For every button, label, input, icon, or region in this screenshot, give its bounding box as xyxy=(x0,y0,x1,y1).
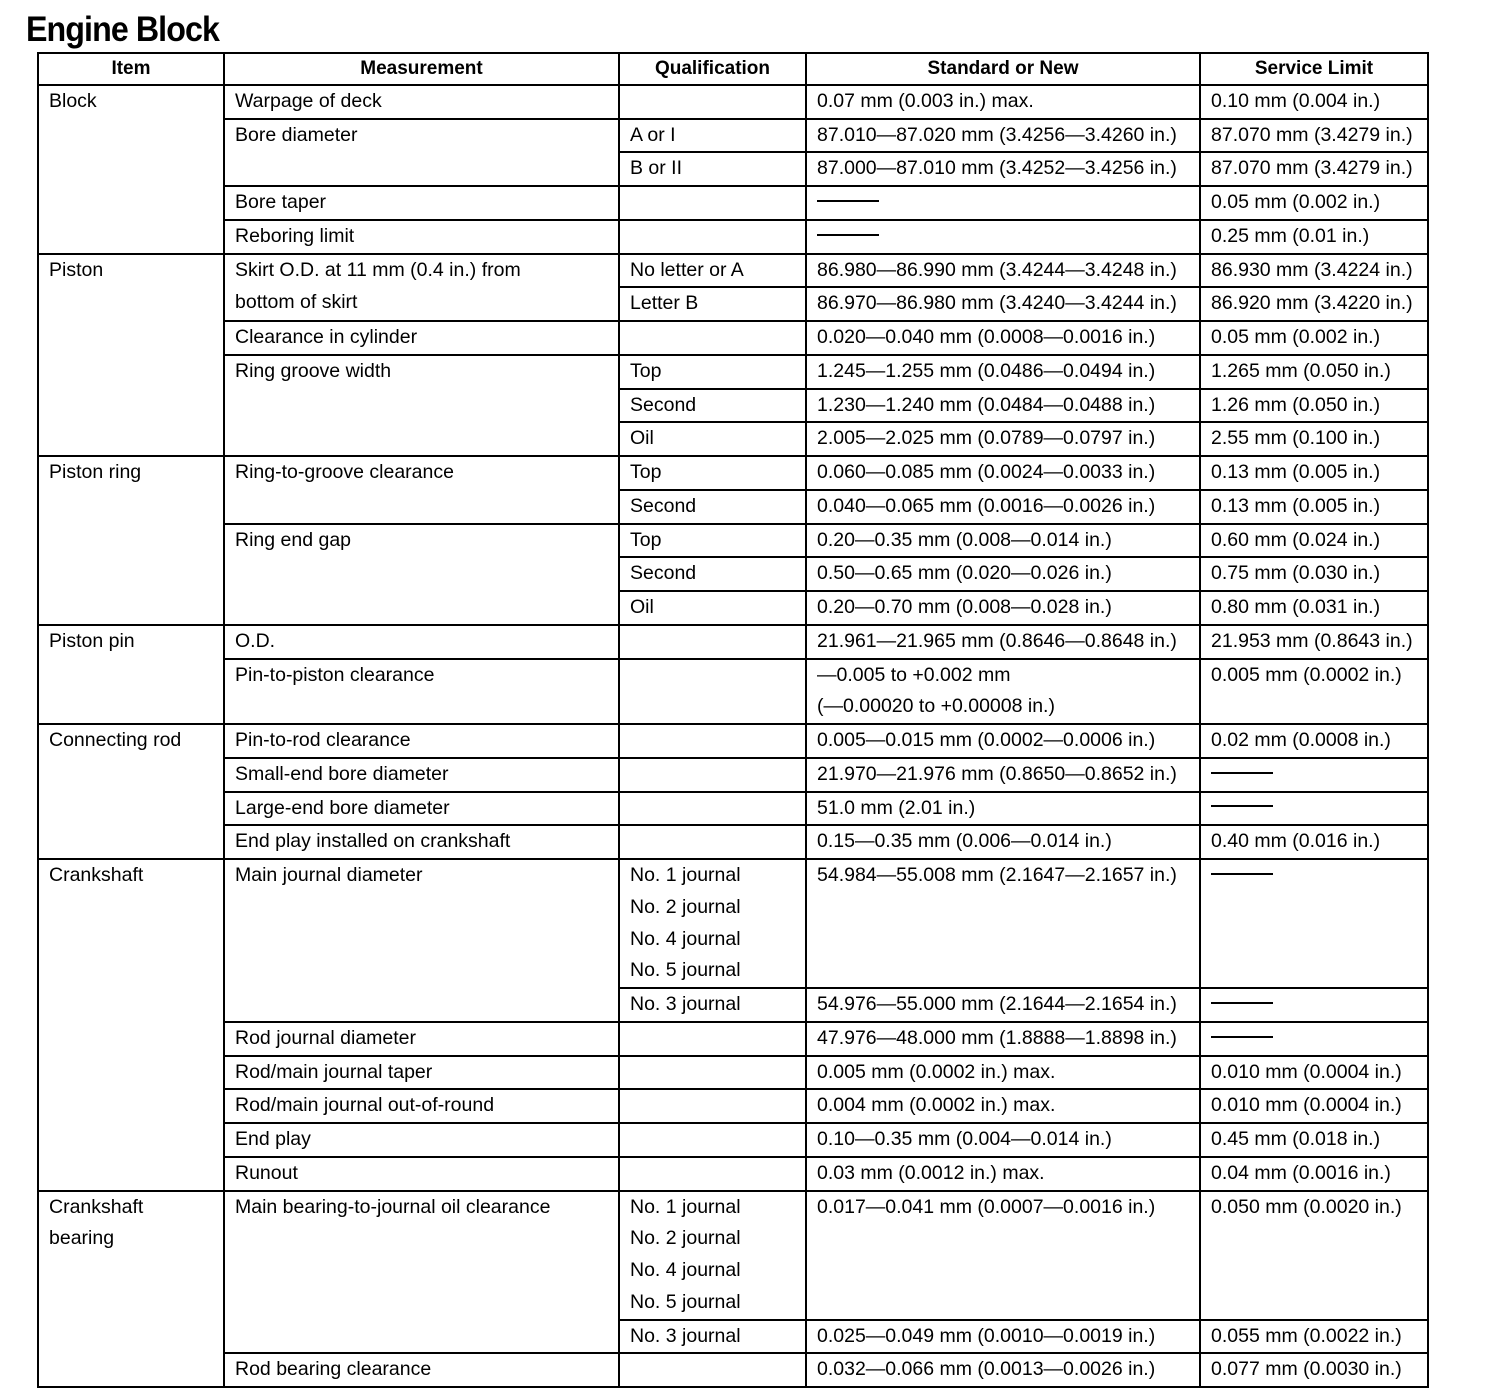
measurement-cell: Large-end bore diameter xyxy=(224,792,619,826)
limit-cell: 0.055 mm (0.0022 in.) xyxy=(1200,1320,1428,1354)
limit-cell: 0.02 mm (0.0008 in.) xyxy=(1200,724,1428,758)
limit-cell: 0.13 mm (0.005 in.) xyxy=(1200,456,1428,490)
standard-cell: 2.005—2.025 mm (0.0789—0.0797 in.) xyxy=(806,422,1200,456)
dash-line-icon xyxy=(817,234,879,236)
qualification-cell: A or I xyxy=(619,119,806,153)
journal-label: No. 2 journal xyxy=(630,895,741,918)
limit-cell: 0.05 mm (0.002 in.) xyxy=(1200,321,1428,355)
qualification-cell xyxy=(619,220,806,254)
header-row xyxy=(38,53,1428,85)
standard-cell: 54.976—55.000 mm (2.1644—2.1654 in.) xyxy=(806,988,1200,1022)
page-title: Engine Block xyxy=(26,10,219,49)
qualification-cell: Second xyxy=(619,490,806,524)
dash-line-icon xyxy=(1211,772,1273,774)
table-row xyxy=(38,321,1428,355)
item-line-2: bearing xyxy=(49,1227,115,1250)
standard-cell: 86.970—86.980 mm (3.4240—3.4244 in.) xyxy=(806,287,1200,321)
measurement-cell: Clearance in cylinder xyxy=(224,321,619,355)
table-row xyxy=(38,254,1428,288)
qualification-cell xyxy=(619,321,806,355)
table-row xyxy=(38,220,1428,254)
table-row xyxy=(38,186,1428,220)
limit-cell: 2.55 mm (0.100 in.) xyxy=(1200,422,1428,456)
qualification-cell: Second xyxy=(619,389,806,423)
dash-line-icon xyxy=(1211,805,1273,807)
limit-cell: 0.010 mm (0.0004 in.) xyxy=(1200,1056,1428,1090)
standard-cell: 0.50—0.65 mm (0.020—0.026 in.) xyxy=(806,557,1200,591)
measurement-cell: bottom of skirt xyxy=(224,287,619,321)
qualification-cell: Second xyxy=(619,557,806,591)
standard-cell: 0.15—0.35 mm (0.006—0.014 in.) xyxy=(806,825,1200,859)
table-row xyxy=(38,287,1428,321)
limit-cell: 0.75 mm (0.030 in.) xyxy=(1200,557,1428,591)
qualification-cell xyxy=(619,1056,806,1090)
table-row xyxy=(38,792,1428,826)
dash-line-icon xyxy=(1211,873,1273,875)
standard-cell: 0.005 mm (0.0002 in.) max. xyxy=(806,1056,1200,1090)
measurement-cell: Runout xyxy=(224,1157,619,1191)
limit-cell xyxy=(1200,988,1428,1022)
standard-cell: 0.020—0.040 mm (0.0008—0.0016 in.) xyxy=(806,321,1200,355)
measurement-cell: Reboring limit xyxy=(224,220,619,254)
standard-cell: 1.245—1.255 mm (0.0486—0.0494 in.) xyxy=(806,355,1200,389)
table-row xyxy=(38,1056,1428,1090)
item-line-1: Crankshaft xyxy=(49,1195,144,1218)
qualification-cell xyxy=(619,792,806,826)
limit-cell: 0.40 mm (0.016 in.) xyxy=(1200,825,1428,859)
measurement-cell: Pin-to-piston clearance xyxy=(224,659,619,725)
limit-cell: 1.265 mm (0.050 in.) xyxy=(1200,355,1428,389)
measurement-cell: Main bearing-to-journal oil clearance xyxy=(224,1191,619,1354)
qualification-cell: Oil xyxy=(619,422,806,456)
standard-cell: 51.0 mm (2.01 in.) xyxy=(806,792,1200,826)
table-row xyxy=(38,758,1428,792)
limit-cell: 21.953 mm (0.8643 in.) xyxy=(1200,625,1428,659)
limit-cell xyxy=(1200,792,1428,826)
journal-label: No. 1 journal xyxy=(630,1195,741,1218)
qualification-cell: Letter B xyxy=(619,287,806,321)
item-cell: Piston ring xyxy=(38,456,224,625)
header-standard: Standard or New xyxy=(806,53,1200,85)
table-row xyxy=(38,1157,1428,1191)
standard-cell: 54.984—55.008 mm (2.1647—2.1657 in.) xyxy=(806,859,1200,988)
qualification-cell xyxy=(619,1191,806,1320)
qualification-cell: No. 3 journal xyxy=(619,1320,806,1354)
table-row xyxy=(38,355,1428,389)
header-service-limit: Service Limit xyxy=(1200,53,1428,85)
limit-cell xyxy=(1200,758,1428,792)
measurement-cell: Pin-to-rod clearance xyxy=(224,724,619,758)
qualification-cell xyxy=(619,1022,806,1056)
table-row xyxy=(38,1191,1428,1223)
limit-cell: 0.05 mm (0.002 in.) xyxy=(1200,186,1428,220)
qualification-cell: Top xyxy=(619,524,806,558)
qualification-cell xyxy=(619,85,806,119)
measurement-cell: End play installed on crankshaft xyxy=(224,825,619,859)
qualification-cell xyxy=(619,825,806,859)
dash-line-icon xyxy=(817,200,879,202)
standard-cell: 87.010—87.020 mm (3.4256—3.4260 in.) xyxy=(806,119,1200,153)
standard-cell: 0.03 mm (0.0012 in.) max. xyxy=(806,1157,1200,1191)
standard-line-1: —0.005 to +0.002 mm xyxy=(817,663,1011,686)
limit-cell: 0.077 mm (0.0030 in.) xyxy=(1200,1353,1428,1387)
table-row xyxy=(38,659,1428,692)
measurement-cell: End play xyxy=(224,1123,619,1157)
dash-line-icon xyxy=(1211,1002,1273,1004)
item-cell: Piston xyxy=(38,254,224,457)
item-cell: Connecting rod xyxy=(38,724,224,859)
table-row xyxy=(38,825,1428,859)
standard-cell: 0.20—0.35 mm (0.008—0.014 in.) xyxy=(806,524,1200,558)
limit-cell xyxy=(1200,1022,1428,1056)
header-measurement: Measurement xyxy=(224,53,619,85)
limit-cell: 0.45 mm (0.018 in.) xyxy=(1200,1123,1428,1157)
dash-line-icon xyxy=(1211,1036,1273,1038)
limit-cell: 1.26 mm (0.050 in.) xyxy=(1200,389,1428,423)
qualification-cell xyxy=(619,758,806,792)
measurement-cell: O.D. xyxy=(224,625,619,659)
standard-cell: 0.025—0.049 mm (0.0010—0.0019 in.) xyxy=(806,1320,1200,1354)
standard-cell: 21.961—21.965 mm (0.8646—0.8648 in.) xyxy=(806,625,1200,659)
journal-label: No. 4 journal xyxy=(630,927,741,950)
limit-cell: 0.80 mm (0.031 in.) xyxy=(1200,591,1428,625)
measurement-cell: Rod/main journal taper xyxy=(224,1056,619,1090)
measurement-cell: Small-end bore diameter xyxy=(224,758,619,792)
item-cell: Crankshaft xyxy=(38,859,224,1191)
standard-line-2: (—0.00020 to +0.00008 in.) xyxy=(817,695,1055,718)
measurement-cell: Warpage of deck xyxy=(224,85,619,119)
qualification-cell xyxy=(619,859,806,988)
measurement-cell: Main journal diameter xyxy=(224,859,619,1022)
limit-cell: 86.930 mm (3.4224 in.) xyxy=(1200,254,1428,288)
table-row xyxy=(38,859,1428,891)
measurement-cell: Ring end gap xyxy=(224,524,619,625)
measurement-cell: Ring groove width xyxy=(224,355,619,456)
limit-cell: 0.050 mm (0.0020 in.) xyxy=(1200,1191,1428,1320)
qualification-cell xyxy=(619,659,806,725)
table-row xyxy=(38,1353,1428,1387)
limit-cell: 87.070 mm (3.4279 in.) xyxy=(1200,152,1428,186)
standard-cell: 0.10—0.35 mm (0.004—0.014 in.) xyxy=(806,1123,1200,1157)
table-row xyxy=(38,1089,1428,1123)
standard-cell: 87.000—87.010 mm (3.4252—3.4256 in.) xyxy=(806,152,1200,186)
standard-cell: 21.970—21.976 mm (0.8650—0.8652 in.) xyxy=(806,758,1200,792)
limit-cell: 0.10 mm (0.004 in.) xyxy=(1200,85,1428,119)
standard-cell: 0.07 mm (0.003 in.) max. xyxy=(806,85,1200,119)
journal-label: No. 2 journal xyxy=(630,1227,741,1250)
table-row xyxy=(38,1123,1428,1157)
limit-cell: 0.13 mm (0.005 in.) xyxy=(1200,490,1428,524)
item-cell: Piston pin xyxy=(38,625,224,724)
table-row xyxy=(38,85,1428,119)
standard-cell: 0.032—0.066 mm (0.0013—0.0026 in.) xyxy=(806,1353,1200,1387)
limit-cell: 0.04 mm (0.0016 in.) xyxy=(1200,1157,1428,1191)
standard-cell: 86.980—86.990 mm (3.4244—3.4248 in.) xyxy=(806,254,1200,288)
measurement-cell: Ring-to-groove clearance xyxy=(224,456,619,524)
qualification-cell: No letter or A xyxy=(619,254,806,288)
limit-cell: 0.010 mm (0.0004 in.) xyxy=(1200,1089,1428,1123)
standard-cell: 0.060—0.085 mm (0.0024—0.0033 in.) xyxy=(806,456,1200,490)
header-item: Item xyxy=(38,53,224,85)
qualification-cell xyxy=(619,1157,806,1191)
item-cell: Block xyxy=(38,85,224,254)
qualification-cell xyxy=(619,625,806,659)
standard-cell: 0.005—0.015 mm (0.0002—0.0006 in.) xyxy=(806,724,1200,758)
qualification-cell: B or II xyxy=(619,152,806,186)
limit-cell: 0.005 mm (0.0002 in.) xyxy=(1200,659,1428,725)
qualification-cell xyxy=(619,186,806,220)
limit-cell: 0.60 mm (0.024 in.) xyxy=(1200,524,1428,558)
table-row xyxy=(38,1022,1428,1056)
standard-cell: 0.040—0.065 mm (0.0016—0.0026 in.) xyxy=(806,490,1200,524)
limit-cell: 86.920 mm (3.4220 in.) xyxy=(1200,287,1428,321)
standard-cell xyxy=(806,220,1200,254)
measurement-cell: Rod bearing clearance xyxy=(224,1353,619,1387)
qualification-cell xyxy=(619,724,806,758)
measurement-cell: Rod/main journal out-of-round xyxy=(224,1089,619,1123)
journal-label: No. 1 journal xyxy=(630,864,741,886)
qualification-cell xyxy=(619,1123,806,1157)
header-qualification: Qualification xyxy=(619,53,806,85)
journal-label: No. 4 journal xyxy=(630,1259,741,1281)
standard-cell: 47.976—48.000 mm (1.8888—1.8898 in.) xyxy=(806,1022,1200,1056)
journal-label: No. 5 journal xyxy=(630,1290,741,1313)
measurement-cell: Bore taper xyxy=(224,186,619,220)
limit-cell: 87.070 mm (3.4279 in.) xyxy=(1200,119,1428,153)
engine-block-spec-table xyxy=(37,52,1429,1388)
limit-cell: 0.25 mm (0.01 in.) xyxy=(1200,220,1428,254)
table-row xyxy=(38,724,1428,758)
standard-cell: 0.017—0.041 mm (0.0007—0.0016 in.) xyxy=(806,1191,1200,1320)
limit-cell xyxy=(1200,859,1428,988)
measurement-cell: Bore diameter xyxy=(224,119,619,187)
journal-label: No. 5 journal xyxy=(630,959,741,982)
table-row xyxy=(38,625,1428,659)
table-row xyxy=(38,524,1428,558)
measurement-cell: Rod journal diameter xyxy=(224,1022,619,1056)
standard-cell: 0.20—0.70 mm (0.008—0.028 in.) xyxy=(806,591,1200,625)
qualification-cell: Top xyxy=(619,456,806,490)
qualification-cell: No. 3 journal xyxy=(619,988,806,1022)
standard-cell: 1.230—1.240 mm (0.0484—0.0488 in.) xyxy=(806,389,1200,423)
standard-cell: 0.004 mm (0.0002 in.) max. xyxy=(806,1089,1200,1123)
measurement-cell: Skirt O.D. at 11 mm (0.4 in.) from xyxy=(224,254,619,288)
standard-cell xyxy=(806,186,1200,220)
standard-cell xyxy=(806,659,1200,725)
qualification-cell xyxy=(619,1353,806,1387)
table-row xyxy=(38,119,1428,153)
item-cell xyxy=(38,1191,224,1388)
qualification-cell xyxy=(619,1089,806,1123)
qualification-cell: Oil xyxy=(619,591,806,625)
qualification-cell: Top xyxy=(619,355,806,389)
table-row xyxy=(38,456,1428,490)
